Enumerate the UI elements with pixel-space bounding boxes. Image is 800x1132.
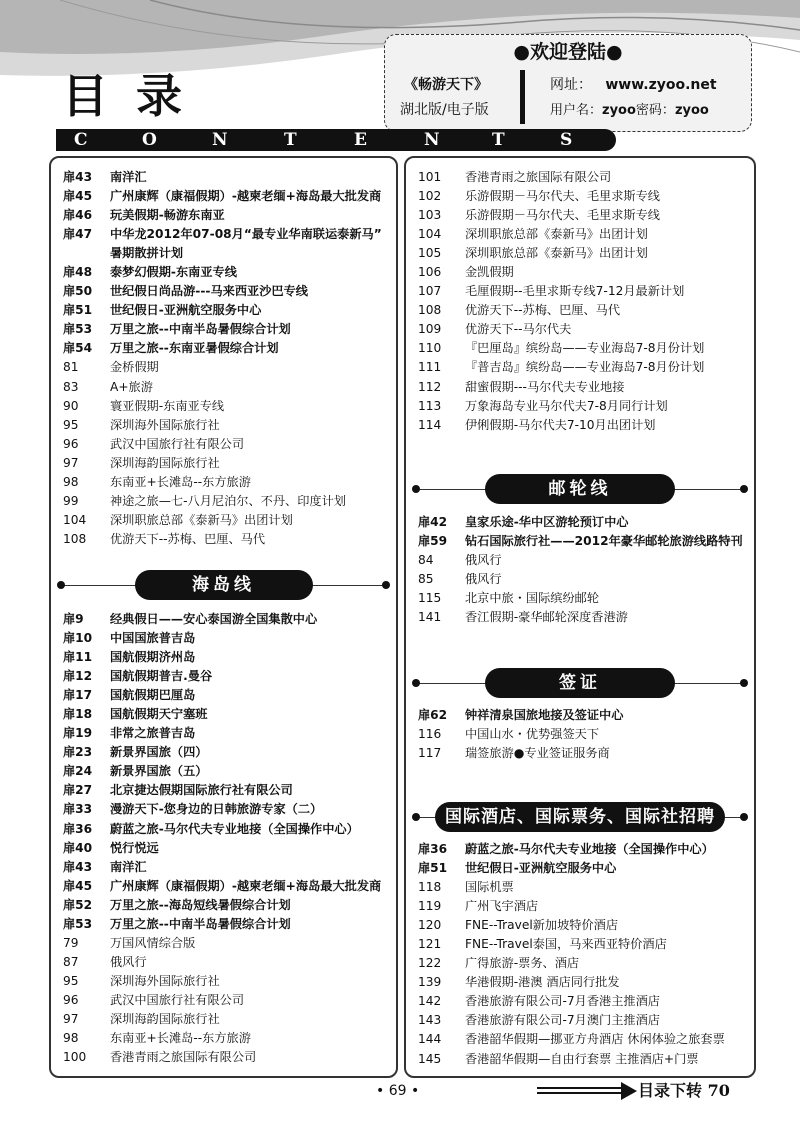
toc-entry-title: 暑期散拼计划 bbox=[110, 246, 184, 261]
toc-entry-title: 中华龙2012年07-08月“最专业华南联运泰新马” bbox=[110, 227, 382, 242]
toc-page-number: 扉51 bbox=[63, 303, 93, 318]
toc-entry-title: 武汉中国旅行社有限公司 bbox=[110, 992, 245, 1007]
toc-entry-title: 国航假期济州岛 bbox=[110, 650, 196, 665]
website-link[interactable]: www.zyoo.net bbox=[605, 77, 717, 93]
toc-entry-title: 优游天下--苏梅、巴厘、马代 bbox=[465, 303, 621, 318]
toc-entry-title: 甜蜜假期---马尔代夫专业地接 bbox=[465, 379, 625, 394]
toc-entry-title: 万里之旅--东南亚暑假综合计划 bbox=[110, 341, 279, 356]
toc-page-number: 107 bbox=[418, 284, 442, 299]
section-title: 海岛线 bbox=[135, 570, 313, 600]
toc-page-number: 79 bbox=[63, 935, 79, 950]
toc-page-number: 扉48 bbox=[63, 265, 93, 280]
toc-entry[interactable] bbox=[63, 953, 381, 972]
toc-page-number: 122 bbox=[418, 956, 442, 971]
toc-entry-title: 广州飞宇酒店 bbox=[465, 899, 539, 914]
toc-entry-title: 万里之旅--中南半岛暑假综合计划 bbox=[110, 916, 291, 931]
toc-page-number: 扉24 bbox=[63, 764, 93, 779]
toc-entry[interactable] bbox=[418, 225, 704, 244]
toc-entry-title: 钻石国际旅行社——2012年豪华邮轮旅游线路特刊 bbox=[465, 534, 743, 549]
toc-entry-title: 新景界国旅（四） bbox=[110, 745, 208, 760]
toc-entry-title: 俄风行 bbox=[465, 572, 502, 587]
toc-entry[interactable] bbox=[63, 473, 382, 492]
toc-entry[interactable] bbox=[418, 992, 725, 1011]
toc-entry[interactable] bbox=[63, 629, 381, 648]
toc-entry[interactable] bbox=[418, 532, 743, 551]
toc-entry-title: 世纪假日-亚洲航空服务中心 bbox=[465, 861, 617, 876]
welcome-divider bbox=[520, 70, 525, 124]
login-row bbox=[550, 99, 709, 118]
section-header-cruise bbox=[406, 474, 754, 504]
toc-entry-title: 深圳职旅总部《泰新马》出团计划 bbox=[465, 246, 648, 261]
toc-entry-title: 香港韶华假期—自由行套票 主推酒店+门票 bbox=[465, 1051, 699, 1066]
toc-entry[interactable] bbox=[63, 454, 382, 473]
toc-page-number: 112 bbox=[418, 379, 442, 394]
section-header-island bbox=[51, 570, 396, 600]
toc-entry[interactable] bbox=[418, 608, 743, 627]
toc-entry-title: 北京捷达假期国际旅行社有限公司 bbox=[110, 783, 293, 798]
toc-entry[interactable] bbox=[418, 725, 623, 744]
toc-entry-title: 深圳职旅总部《泰新马》出团计划 bbox=[465, 227, 648, 242]
toc-page-number: 81 bbox=[63, 360, 79, 375]
website-label: 网址： bbox=[550, 77, 592, 93]
toc-entry[interactable] bbox=[418, 378, 704, 397]
toc-entry[interactable] bbox=[63, 934, 381, 953]
toc-entry[interactable] bbox=[63, 244, 382, 263]
toc-entry-title: 万里之旅--海岛短线暑假综合计划 bbox=[110, 897, 291, 912]
toc-entry-title: FNE--Travel泰国，马来西亚特价酒店 bbox=[465, 937, 667, 952]
toc-page-number: 105 bbox=[418, 246, 442, 261]
toc-page-number: 扉53 bbox=[63, 322, 93, 337]
toc-entry[interactable] bbox=[63, 282, 382, 301]
toc-page-number: 扉12 bbox=[63, 669, 93, 684]
page-title: 目 录 bbox=[62, 69, 189, 123]
toc-entry[interactable] bbox=[63, 877, 381, 896]
toc-page-number: 115 bbox=[418, 591, 442, 606]
toc-entry-title: 伊俐假期-马尔代夫7-10月出团计划 bbox=[465, 417, 656, 432]
toc-page-number: 116 bbox=[418, 727, 442, 742]
toc-entry-title: 武汉中国旅行社有限公司 bbox=[110, 436, 245, 451]
toc-entry-title: 新景界国旅（五） bbox=[110, 764, 208, 779]
toc-entry-title: 万里之旅--中南半岛暑假综合计划 bbox=[110, 322, 291, 337]
toc-entry[interactable] bbox=[63, 301, 382, 320]
toc-entry[interactable] bbox=[63, 1029, 381, 1048]
toc-entry[interactable] bbox=[63, 972, 381, 991]
left-column bbox=[49, 156, 398, 1078]
left-top-list bbox=[63, 168, 382, 549]
right-cruise-list bbox=[418, 513, 743, 627]
toc-entry-title: 香港旅游有限公司-7月澳门主推酒店 bbox=[465, 1013, 660, 1028]
contents-letter: N bbox=[212, 130, 228, 150]
contents-letter: C bbox=[74, 130, 88, 150]
toc-entry[interactable] bbox=[63, 800, 381, 819]
page-number: • 69 • bbox=[376, 1083, 420, 1099]
toc-entry-title: 乐游假期－马尔代夫、毛里求斯专线 bbox=[465, 208, 660, 223]
toc-page-number: 扉40 bbox=[63, 840, 93, 855]
section-title: 国际酒店、国际票务、国际社招聘 bbox=[435, 802, 725, 832]
toc-entry-title: 玩美假期-畅游东南亚 bbox=[110, 208, 225, 223]
toc-entry[interactable] bbox=[418, 1030, 725, 1049]
toc-entry[interactable] bbox=[63, 225, 382, 244]
password-value: zyoo bbox=[674, 103, 709, 118]
section-title: 签证 bbox=[485, 668, 675, 698]
toc-entry[interactable] bbox=[418, 187, 704, 206]
toc-entry-title: 『普吉岛』缤纷岛——专业海岛7-8月份计划 bbox=[465, 360, 705, 375]
toc-page-number: 扉45 bbox=[63, 189, 93, 204]
toc-page-number: 106 bbox=[418, 265, 442, 280]
toc-page-number: 扉62 bbox=[418, 708, 448, 722]
toc-entry[interactable] bbox=[63, 839, 381, 858]
toc-entry[interactable] bbox=[418, 320, 704, 339]
toc-entry-title: 深圳职旅总部《泰新马》出团计划 bbox=[110, 512, 293, 527]
toc-entry[interactable] bbox=[63, 648, 381, 667]
toc-entry-title: 深圳海外国际旅行社 bbox=[110, 973, 220, 988]
toc-page-number: 113 bbox=[418, 398, 442, 413]
toc-entry[interactable] bbox=[418, 513, 743, 532]
toc-page-number: 96 bbox=[63, 992, 79, 1007]
right-column bbox=[404, 156, 756, 1078]
toc-page-number: 扉11 bbox=[63, 650, 93, 665]
contents-banner bbox=[56, 129, 616, 151]
toc-entry-title: 优游天下--马尔代夫 bbox=[465, 322, 572, 337]
toc-page-number: 扉45 bbox=[63, 878, 93, 893]
toc-entry[interactable] bbox=[418, 706, 623, 725]
toc-page-number: 扉52 bbox=[63, 897, 93, 912]
toc-page-number: 扉17 bbox=[63, 688, 93, 703]
toc-page-number: 扉59 bbox=[418, 534, 448, 549]
toc-entry[interactable] bbox=[418, 570, 743, 589]
toc-page-number: 83 bbox=[63, 379, 79, 394]
toc-entry-title: 东南亚+长滩岛--东方旅游 bbox=[110, 1031, 251, 1046]
toc-page-number: 扉43 bbox=[63, 170, 93, 184]
toc-entry-title: 广得旅游-票务、酒店 bbox=[465, 956, 580, 971]
toc-entry-title: 国航假期巴厘岛 bbox=[110, 688, 196, 703]
toc-page-number: 119 bbox=[418, 899, 442, 914]
toc-entry-title: FNE--Travel新加坡特价酒店 bbox=[465, 918, 619, 933]
toc-entry[interactable] bbox=[63, 781, 381, 800]
section-header-hotel bbox=[406, 802, 754, 832]
toc-entry-title: 世纪假日-亚洲航空服务中心 bbox=[110, 303, 262, 318]
toc-page-number: 108 bbox=[418, 303, 442, 318]
toc-entry-title: 蔚蓝之旅-马尔代夫专业地接（全国操作中心） bbox=[465, 842, 714, 856]
contents-letter: N bbox=[424, 130, 440, 150]
toc-entry-title: 香港韶华假期—挪亚方舟酒店 休闲体验之旅套票 bbox=[465, 1032, 725, 1047]
section-header-visa bbox=[406, 668, 754, 698]
toc-page-number: 95 bbox=[63, 973, 79, 988]
right-visa-list bbox=[418, 706, 623, 763]
toc-entry[interactable] bbox=[63, 358, 382, 377]
toc-entry-title: 蔚蓝之旅-马尔代夫专业地接（全国操作中心） bbox=[110, 821, 359, 836]
toc-page-number: 101 bbox=[418, 170, 442, 184]
toc-entry-title: 非常之旅普吉岛 bbox=[110, 726, 196, 741]
welcome-title: ●欢迎登陆● bbox=[513, 41, 623, 63]
toc-page-number: 100 bbox=[63, 1050, 87, 1065]
toc-entry-title: 广州康辉（康福假期）-越柬老缅+海岛最大批发商 bbox=[110, 878, 382, 893]
toc-entry[interactable] bbox=[63, 435, 382, 454]
toc-page-number: 85 bbox=[418, 572, 434, 587]
toc-entry[interactable] bbox=[418, 878, 725, 897]
toc-entry-title: 国际机票 bbox=[465, 880, 514, 895]
toc-page-number: 143 bbox=[418, 1013, 442, 1028]
toc-entry[interactable] bbox=[418, 744, 623, 763]
toc-entry[interactable] bbox=[418, 1011, 725, 1030]
contents-letter: E bbox=[354, 130, 367, 150]
toc-entry[interactable] bbox=[63, 610, 381, 629]
right-top-list bbox=[418, 168, 704, 435]
toc-page-number: 104 bbox=[63, 512, 87, 527]
toc-page-number: 102 bbox=[418, 189, 442, 204]
toc-page-number: 118 bbox=[418, 880, 442, 895]
toc-page-number: 111 bbox=[418, 360, 442, 375]
toc-page-number: 扉53 bbox=[63, 916, 93, 931]
toc-entry[interactable] bbox=[63, 686, 381, 705]
toc-page-number: 扉18 bbox=[63, 707, 93, 722]
toc-entry-title: 华港假期-港澳 酒店同行批发 bbox=[465, 975, 620, 990]
username-label: 用户名： bbox=[550, 103, 603, 118]
toc-page-number: 扉27 bbox=[63, 783, 93, 798]
toc-entry[interactable] bbox=[63, 724, 381, 743]
contents-letter: S bbox=[560, 130, 573, 150]
toc-page-number: 108 bbox=[63, 531, 87, 546]
toc-entry[interactable] bbox=[418, 897, 725, 916]
toc-entry[interactable] bbox=[418, 358, 704, 377]
toc-entry-title: 香港旅游有限公司-7月香港主推酒店 bbox=[465, 994, 660, 1009]
toc-page-number: 96 bbox=[63, 436, 79, 451]
toc-page-number: 98 bbox=[63, 474, 79, 489]
toc-entry[interactable] bbox=[63, 168, 382, 187]
toc-entry[interactable] bbox=[63, 915, 381, 934]
toc-page-number: 120 bbox=[418, 918, 442, 933]
toc-entry[interactable] bbox=[63, 896, 381, 915]
toc-entry[interactable] bbox=[63, 991, 381, 1010]
toc-entry[interactable] bbox=[418, 168, 704, 187]
toc-entry[interactable] bbox=[418, 840, 725, 859]
toc-entry-title: 乐游假期－马尔代夫、毛里求斯专线 bbox=[465, 189, 660, 204]
toc-entry[interactable] bbox=[418, 973, 725, 992]
toc-page-number: 99 bbox=[63, 493, 79, 508]
password-label: 密码： bbox=[635, 103, 675, 118]
toc-entry[interactable] bbox=[63, 320, 382, 339]
toc-entry[interactable] bbox=[63, 530, 382, 549]
toc-entry-title: 优游天下--苏梅、巴厘、马代 bbox=[110, 531, 266, 546]
toc-entry[interactable] bbox=[63, 378, 382, 397]
toc-entry[interactable] bbox=[418, 301, 704, 320]
toc-entry[interactable] bbox=[418, 1050, 725, 1069]
toc-entry-title: 毛厘假期--毛里求斯专线7-12月最新计划 bbox=[465, 284, 685, 299]
toc-page-number: 扉43 bbox=[63, 859, 93, 874]
toc-entry[interactable] bbox=[63, 705, 381, 724]
toc-entry-title: 国航假期天宁塞班 bbox=[110, 707, 208, 722]
toc-entry-title: 世纪假日尚品游---马来西亚沙巴专线 bbox=[110, 284, 308, 299]
toc-entry[interactable] bbox=[418, 397, 704, 416]
toc-page-number: 扉9 bbox=[63, 612, 84, 626]
toc-entry-title: 泰梦幻假期-东南亚专线 bbox=[110, 265, 237, 280]
toc-entry[interactable] bbox=[418, 954, 725, 973]
toc-entry-title: 香港青雨之旅国际有限公司 bbox=[110, 1050, 257, 1065]
toc-page-number: 扉51 bbox=[418, 861, 448, 876]
contents-letter: O bbox=[142, 130, 157, 150]
toc-entry[interactable] bbox=[63, 339, 382, 358]
toc-entry-title: 神途之旅—七-八月尼泊尔、不丹、印度计划 bbox=[110, 493, 346, 508]
toc-entry-title: 香港青雨之旅国际有限公司 bbox=[465, 170, 612, 184]
toc-page-number: 145 bbox=[418, 1051, 442, 1066]
toc-page-number: 扉23 bbox=[63, 745, 93, 760]
toc-page-number: 87 bbox=[63, 954, 79, 969]
toc-entry[interactable] bbox=[63, 397, 382, 416]
toc-page-number: 90 bbox=[63, 398, 79, 413]
publication-edition: 湖北版/电子版 bbox=[400, 102, 489, 118]
toc-entry-title: A+旅游 bbox=[110, 379, 153, 394]
arrow-right-icon bbox=[537, 1082, 637, 1100]
toc-entry-title: 悦行悦远 bbox=[110, 840, 159, 855]
toc-entry-title: 香江假期-豪华邮轮深度香港游 bbox=[465, 610, 628, 625]
toc-page-number: 139 bbox=[418, 975, 442, 990]
toc-entry[interactable] bbox=[418, 916, 725, 935]
toc-page-number: 141 bbox=[418, 610, 442, 625]
username-value: zyoo bbox=[602, 103, 636, 118]
right-hotel-list bbox=[418, 840, 725, 1069]
toc-page-number: 扉46 bbox=[63, 208, 93, 223]
toc-page-number: 114 bbox=[418, 417, 442, 432]
toc-entry-title: 万象海岛专业马尔代夫7-8月同行计划 bbox=[465, 398, 668, 413]
toc-entry[interactable] bbox=[418, 589, 743, 608]
toc-page-number: 144 bbox=[418, 1032, 442, 1047]
toc-entry-title: 瑞签旅游●专业签证服务商 bbox=[465, 746, 610, 761]
next-page-link[interactable]: 目录下转 70 bbox=[638, 1081, 730, 1100]
toc-entry-title: 俄风行 bbox=[465, 553, 502, 568]
toc-entry-title: 南洋汇 bbox=[110, 170, 147, 184]
toc-page-number: 扉36 bbox=[63, 821, 93, 836]
toc-page-number: 121 bbox=[418, 937, 442, 952]
toc-entry[interactable] bbox=[418, 282, 704, 301]
toc-entry[interactable] bbox=[418, 551, 743, 570]
toc-entry-title: 中国国旅普吉岛 bbox=[110, 631, 196, 646]
toc-entry[interactable] bbox=[63, 743, 381, 762]
toc-entry[interactable] bbox=[63, 206, 382, 225]
publication-name: 《畅游天下》 bbox=[404, 77, 488, 93]
toc-entry[interactable] bbox=[418, 263, 704, 282]
toc-page-number: 104 bbox=[418, 227, 442, 242]
toc-entry-title: 『巴厘岛』缤纷岛——专业海岛7-8月份计划 bbox=[465, 341, 705, 356]
toc-entry[interactable] bbox=[63, 511, 382, 530]
toc-entry[interactable] bbox=[63, 667, 381, 686]
toc-page-number: 110 bbox=[418, 341, 442, 356]
toc-page-number: 扉47 bbox=[63, 227, 93, 242]
toc-page-number: 117 bbox=[418, 746, 442, 761]
toc-entry-title: 万国风情综合版 bbox=[110, 935, 196, 950]
toc-entry-title: 经典假日——安心泰国游全国集散中心 bbox=[110, 612, 318, 626]
toc-page-number: 109 bbox=[418, 322, 442, 337]
toc-entry[interactable] bbox=[418, 206, 704, 225]
toc-entry[interactable] bbox=[63, 1048, 381, 1067]
toc-entry-title: 俄风行 bbox=[110, 954, 147, 969]
toc-entry[interactable] bbox=[63, 762, 381, 781]
toc-entry[interactable] bbox=[63, 820, 381, 839]
toc-entry-title: 深圳海韵国际旅行社 bbox=[110, 455, 220, 470]
toc-entry-title: 漫游天下-您身边的日韩旅游专家（二） bbox=[110, 802, 323, 817]
section-title: 邮轮线 bbox=[485, 474, 675, 504]
toc-entry-title: 中国山水・优势强签天下 bbox=[465, 727, 600, 742]
toc-page-number: 95 bbox=[63, 417, 79, 432]
toc-page-number: 扉50 bbox=[63, 284, 93, 299]
toc-entry[interactable] bbox=[418, 935, 725, 954]
toc-page-number: 扉19 bbox=[63, 726, 93, 741]
toc-page-number: 扉10 bbox=[63, 631, 93, 646]
toc-entry-title: 南洋汇 bbox=[110, 859, 147, 874]
website-row bbox=[550, 74, 717, 94]
toc-entry[interactable] bbox=[63, 1010, 381, 1029]
toc-entry-title: 北京中旅・国际缤纷邮轮 bbox=[465, 591, 600, 606]
toc-entry[interactable] bbox=[63, 187, 382, 206]
contents-letter: T bbox=[492, 130, 505, 150]
toc-page-number: 扉42 bbox=[418, 515, 448, 529]
toc-entry[interactable] bbox=[418, 416, 704, 435]
toc-page-number: 扉33 bbox=[63, 802, 93, 817]
toc-entry-title: 金凯假期 bbox=[465, 265, 514, 280]
toc-entry-title: 深圳海外国际旅行社 bbox=[110, 417, 220, 432]
toc-page-number: 97 bbox=[63, 455, 79, 470]
toc-entry[interactable] bbox=[63, 858, 381, 877]
toc-entry[interactable] bbox=[63, 416, 382, 435]
toc-entry-title: 皇家乐途-华中区游轮预订中心 bbox=[465, 515, 629, 529]
contents-letter: T bbox=[284, 130, 297, 150]
toc-entry-title: 广州康辉（康福假期）-越柬老缅+海岛最大批发商 bbox=[110, 189, 382, 204]
left-bottom-list bbox=[63, 610, 381, 1067]
toc-entry-title: 国航假期普吉.曼谷 bbox=[110, 669, 213, 684]
toc-entry[interactable] bbox=[63, 263, 382, 282]
toc-entry-title: 寰亚假期-东南亚专线 bbox=[110, 398, 225, 413]
toc-entry[interactable] bbox=[418, 339, 704, 358]
toc-page-number: 97 bbox=[63, 1011, 79, 1026]
toc-page-number: 84 bbox=[418, 553, 434, 568]
toc-entry-title: 金桥假期 bbox=[110, 360, 159, 375]
toc-entry-title: 深圳海韵国际旅行社 bbox=[110, 1011, 220, 1026]
toc-page-number: 103 bbox=[418, 208, 442, 223]
toc-page-number: 扉54 bbox=[63, 341, 93, 356]
toc-entry-title: 东南亚+长滩岛--东方旅游 bbox=[110, 474, 251, 489]
toc-page-number: 98 bbox=[63, 1031, 79, 1046]
toc-entry-title: 钟祥清泉国旅地接及签证中心 bbox=[465, 708, 624, 722]
toc-entry[interactable] bbox=[418, 244, 704, 263]
toc-entry[interactable] bbox=[418, 859, 725, 878]
toc-entry[interactable] bbox=[63, 492, 382, 511]
toc-page-number: 扉36 bbox=[418, 842, 448, 856]
toc-page-number: 142 bbox=[418, 994, 442, 1009]
